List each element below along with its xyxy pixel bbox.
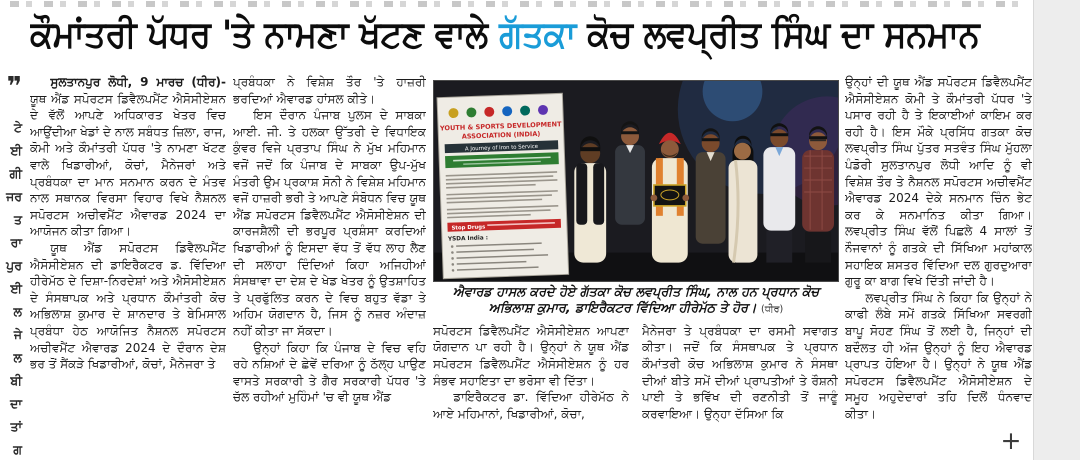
- caption-text: ਐਵਾਰਡ ਹਾਸਲ ਕਰਦੇ ਹੋਏ ਗੱਤਕਾ ਕੋਚ ਲਵਪ੍ਰੀਤ ਸਿੰਘ, ਨਾਲ ਹਨ ਪ੍ਰਧਾਨ ਕੋਚ ਅਭਿਲਾਸ਼ ਕੁਮਾਰ, ਡਾਇਰੈਕਟਰ ਵਿੱਦਿਆ ਹੀਰੇਮੱਠ ਤੇ ਹੋਰ।: [452, 285, 820, 317]
- margin-fragment: ਦਾ: [10, 396, 22, 411]
- article-column-5: [845, 74, 1032, 460]
- award-ceremony-photo: [434, 81, 838, 281]
- margin-fragment: ਤ: [13, 212, 22, 227]
- woman-cream-saree: [729, 136, 758, 263]
- margin-fragment: ਗੀ: [9, 166, 22, 181]
- article-column-4: [642, 323, 838, 449]
- paragraph-text: ਯੂਥ ਐਂਡ ਸਪੋਰਟਸ ਡਿਵੈਲਪਮੈਂਟ ਐਸੋਸੀਏਸ਼ਨ ਦੇ ਵੱਲੋਂ ਆਪਣੇ ਅਧਿਕਾਰਤ ਖੇਤਰ ਵਿਚ ਆਉਂਦੀਆ ਖੇਡਾਂ ਦੇ ਨਾਲ ਸਬੰਧਤ ਜ਼ਿਲਾ, ਰਾਜ, ਕੋਮੀ ਅਤੇ ਕੌਮਾਂਤਰੀ ਪੱਧਰ 'ਤੇ ਨਾਮਣਾ ਖੱਟਣ ਵਾਲੇ ਖਿਡਾਰੀਆਂ, ਕੋਚਾਂ, ਮੈਨੇਜਰਾਂ ਅਤੇ ਪ੍ਰਬੰਧਕਾ ਦਾ ਮਾਨ ਸਨਮਾਨ ਕਰਨ ਦੇ ਮੰਤਵ ਨਾਲ ਸਥਾਨਕ ਵਿਰਸਾ ਵਿਹਾਰ ਵਿਖੇ ਨੈਸ਼ਨਲ ਸਪੋਰਟਸ ਅਚੀਵਮੈਂਟ ਐਵਾਰਡ 2024 ਦਾ ਆਯੋਜਨ ਕੀਤਾ ਗਿਆ।: [30, 91, 226, 239]
- paragraph: ਉਨ੍ਹਾਂ ਦੀ ਯੂਥ ਐਂਡ ਸਪੋਰਟਸ ਡਿਵੈਲਪਮੈਂਟ ਐਸੋਸੀਏਸ਼ਨ ਕੋਮੀ ਤੇ ਕੌਮਾਂਤਰੀ ਪੱਧਰ 'ਤੇ ਪਸਾਰ ਰਹੀ ਹੈ ਤੇ ਇਕਾਈਆਂ ਕਾਇਮ ਕਰ ਰਹੀ ਹੈ। ਇਸ ਮੌਕੇ ਪ੍ਰਸਿੱਧ ਗਤਕਾ ਕੋਚ ਲਵਪ੍ਰੀਤ ਸਿੰਘ ਪੁੱਤਰ ਸਤਵੰਤ ਸਿੰਘ ਮੁੱਹਲਾ ਪੰਡੋਰੀ ਸੁਲਤਾਨਪੁਰ ਲੋਧੀ ਆਦਿ ਨੂੰ ਵੀ ਵਿਸ਼ੇਸ਼ ਤੌਰ ਤੇ ਨੈਸ਼ਨਲ ਸਪੋਰਟਸ ਅਚੀਵਮੈਂਟ ਐਵਾਰਡ 2024 ਦੇਕੇ ਸਨਮਾਨ ਚਿੰਨ ਭੇਟ ਕਰ ਕੇ ਸਨਮਾਨਿਤ ਕੀਤਾ ਗਿਆ। ਲਵਪ੍ਰੀਤ ਸਿੰਘ ਵੱਲੋਂ ਪਿਛਲੇ 4 ਸਾਲਾਂ ਤੋਂ ਨੌਜਵਾਨਾਂ ਨੂੰ ਗਤਕੇ ਦੀ ਸਿੱਖਿਆ ਮਹਾਂਕਾਲ ਸਹਾਇਕ ਸ਼ਸਤਰ ਵਿੱਦਿਆ ਦਲ ਗੁਰਦੁਆਰਾ ਗੁਰੂ ਕਾ ਬਾਗ ਵਿਖੇ ਦਿੱਤੀ ਜਾਂਦੀ ਹੈ।: [845, 75, 1032, 289]
- margin-fragment: ❞: [6, 72, 22, 102]
- paragraph: ਇਸ ਦੌਰਾਨ ਪੰਜਾਬ ਪੁਲਸ ਦੇ ਸਾਬਕਾ ਆਈ. ਜੀ. ਤੇ ਹਲਕਾ ਉੱਤਰੀ ਦੇ ਵਿਧਾਇਕ ਕੁੰਵਰ ਵਿਜੇ ਪ੍ਰਤਾਪ ਸਿੰਘ ਨੇ ਮੁੱਖ ਮਹਿਮਾਨ ਵਜੋਂ ਜਦੋਂ ਕਿ ਪੰਜਾਬ ਦੇ ਸਾਬਕਾ ਉਪ-ਮੁੱਖ ਮੰਤਰੀ ਉਮ ਪ੍ਰਕਾਸ਼ ਸੋਨੀ ਨੇ ਵਿਸ਼ੇਸ਼ ਮਹਿਮਾਨ ਵਜੋਂ ਹਾਜ਼ਰੀ ਭਰੀ ਤੇ ਆਪਣੇ ਸੰਬੋਧਨ ਵਿਚ ਯੂਥ ਐਂਡ ਸਪੋਰਟਸ ਡਿਵੈਲਪਮੈਂਟ ਐਸੋਸੀਏਸ਼ਨ ਦੀ ਕਾਰਜਸ਼ੈਲੀ ਦੀ ਭਰਪੂਰ ਪ੍ਰਸ਼ੰਸਾ ਕਰਦਿਆਂ ਖਿਡਾਰੀਆਂ ਨੂੰ ਇਸਦਾ ਵੱਧ ਤੋਂ ਵੱਧ ਲਾਹ ਲੈਣ ਦੀ ਸਲਾਹਾ ਦਿੰਦਿਆਂ ਕਿਹਾ ਅਜਿਹੀਆਂ ਸੰਸਥਾਵਾ ਦਾ ਦੇਸ਼ ਦੇ ਖੇਡ ਖੇਤਰ ਨੂੰ ਉਤਸ਼ਾਹਿਤ ਤੇ ਪ੍ਰਫੁੱਲਿਤ ਕਰਨ ਦੇ ਵਿਚ ਬਹੁਤ ਵੱਡਾ ਤੇ ਅਹਿਮ ਯੋਗਦਾਨ ਹੈ, ਜਿਸ ਨੂੰ ਨਜ਼ਰ ਅੰਦਾਜ਼ ਨਹੀਂ ਕੀਤਾ ਜਾ ਸੱਕਦਾ।: [233, 108, 426, 338]
- banner-list-title: YSDA India :: [447, 235, 489, 243]
- paragraph: ਪ੍ਰਬੰਧਕਾ ਨੇ ਵਿਸ਼ੇਸ਼ ਤੌਰ 'ਤੇ ਹਾਜ਼ਰੀ ਭਰਦਿਆਂ ਐਵਾਰਡ ਹਾਂਸਲ ਕੀਤੇ।: [233, 75, 426, 106]
- photo-caption: [433, 285, 839, 318]
- margin-fragment: ਪੁਰ: [6, 258, 22, 273]
- article-column-1: [30, 74, 226, 460]
- article-headline: [30, 13, 1030, 69]
- banner-subtitle: A Journey of Iron to Service: [464, 143, 539, 153]
- article-column-2: [233, 74, 426, 460]
- margin-fragment: ਤਾਂ: [10, 419, 22, 434]
- margin-fragment: ਈ: [10, 143, 22, 158]
- photo-frame: [433, 80, 839, 282]
- headline-highlight-word: ਗੱਤਕਾ: [499, 13, 576, 57]
- banner-title-line1: YOUTH & SPORTS DEVELOPMENT: [439, 120, 562, 133]
- dateline: ਸੁਲਤਾਨਪੁਰ ਲੋਧੀ, 9 ਮਾਰਚ (ਧੀਰ)-: [50, 75, 226, 89]
- paragraph: ਉਨ੍ਹਾਂ ਕਿਹਾ ਕਿ ਪੰਜਾਬ ਦੇ ਵਿਚ ਵਹਿ ਰਹੇ ਨਸ਼ਿਆਂ ਦੇ ਛੇਵੇਂ ਦਰਿਆ ਨੂੰ ਠੱਲ੍ਹ ਪਾਉਣ ਵਾਸਤੇ ਸਰਕਾਰੀ ਤੇ ਗੈਰ ਸਰਕਾਰੀ ਪੱਧਰ 'ਤੇ ਚੱਲ ਰਹੀਆਂ ਮੁਹਿੰਮਾਂ 'ਚ ਵੀ ਯੂਥ ਐਂਡ: [233, 340, 426, 405]
- zoom-plus-icon[interactable]: +: [1000, 426, 1022, 455]
- paragraph: ਸਪੋਰਟਸ ਡਿਵੈਲਪਮੈਂਟ ਐਸੋਸੀਏਸ਼ਨ ਆਪਣਾ ਯੋਗਦਾਨ ਪਾ ਰਹੀ ਹੈ। ਉਨ੍ਹਾਂ ਨੇ ਯੂਥ ਐਂਡ ਸਪੋਰਟਸ ਡਿਵੈਲਪਮੈਂਟ ਐਸੋਸੀਏਸ਼ਨ ਨੂੰ ਹਰ ਸੰਭਵ ਸਹਾਇਤਾ ਦਾ ਭਰੋਸਾ ਵੀ ਦਿੱਤਾ।: [433, 323, 629, 388]
- viewer-margin: [1033, 0, 1080, 460]
- award-plaque: [654, 185, 686, 206]
- margin-fragment: ਰਾ: [10, 235, 22, 250]
- margin-fragment: ਈ: [10, 281, 22, 296]
- article-column-3: [433, 323, 629, 449]
- margin-fragment: ਜੇ: [13, 327, 22, 342]
- paragraph: ਡਾਇਰੈਕਟਰ ਡਾ. ਵਿੱਦਿਆ ਹੀਰੇਮੱਠ ਨੇ ਆਏ ਮਹਿਮਾਨਾਂ, ਖਿਡਾਰੀਆਂ, ਕੋਚਾ,: [433, 390, 629, 421]
- margin-fragment: ਲ: [13, 304, 22, 319]
- margin-fragment: ਲ: [13, 350, 22, 365]
- event-banner: [437, 93, 569, 278]
- headline-post: ਕੋਚ ਲਵਪ੍ਰੀਤ ਸਿੰਘ ਦਾ ਸਨਮਾਨ: [575, 13, 980, 57]
- photo-block: [433, 80, 839, 449]
- margin-fragment: ਗ: [13, 442, 22, 457]
- paragraph: ਮੈਨੇਜਰਾ ਤੇ ਪ੍ਰਬੰਧਕਾ ਦਾ ਰਸਮੀ ਸਵਾਗਤ ਕੀਤਾ। ਜਦੋਂ ਕਿ ਸੰਸਥਾਪਕ ਤੇ ਪ੍ਰਧਾਨ ਕੌਮਾਂਤਰੀ ਕੋਚ ਅਭਿਲਾਸ਼ ਕੁਮਾਰ ਨੇ ਸੰਸਥਾ ਦੀਆਂ ਬੀਤੇ ਸਮੇਂ ਦੀਆਂ ਪ੍ਰਾਪਤੀਆਂ ਤੇ ਰੌਸ਼ਨੀ ਪਾਈ ਤੇ ਭਵਿੱਖ ਦੀ ਰਣਨੀਤੀ ਤੋਂ ਜਾਣੂੰ ਕਰਵਾਇਆ। ਉਨ੍ਹਾ ਦੱਸਿਆ ਕਿ: [642, 323, 838, 421]
- banner-band-label: Stop Drugs: [451, 224, 486, 232]
- paragraph: ਲਵਪ੍ਰੀਤ ਸਿੰਘ ਨੇ ਕਿਹਾ ਕਿ ਉਨ੍ਹਾਂ ਨੇ ਕਾਫੀ ਲੰਬੇ ਸਮੇਂ ਗਤਕੇ ਸਿੱਖਿਆ ਸਵਰਗੀ ਬਾਪੂ ਸੋਹਣ ਸਿੰਘ ਤੋਂ ਲਈ ਹੈ, ਜਿਨ੍ਹਾਂ ਦੀ ਬਦੌਲਤ ਹੀ ਅੱਜ ਉਨ੍ਹਾਂ ਨੂੰ ਇਹ ਐਵਾਰਡ ਪ੍ਰਾਪਤ ਹੋਇਆ ਹੈ। ਉਨ੍ਹਾਂ ਨੇ ਯੂਥ ਐਂਡ ਸਪੋਰਟਸ ਡਿਵੈਲਪਮੈਂਟ ਐਸੋਸੀਏਸ਼ਨ ਦੇ ਸਮੂਹ ਅਹੁਦੇਦਾਰਾਂ ਤਹਿ ਦਿਲੋਂ ਧੰਨਵਾਦ ਕੀਤਾ।: [845, 290, 1032, 421]
- photo-credit: (ਧੀਰ): [761, 304, 784, 316]
- headline-pre: ਕੌਮਾਂਤਰੀ ਪੱਧਰ 'ਤੇ ਨਾਮਣਾ ਖੱਟਣ ਵਾਲੇ: [30, 13, 500, 57]
- paragraph: [30, 74, 226, 240]
- left-margin-cut-fragments: [0, 72, 24, 460]
- margin-fragment: ਬੀ: [10, 373, 22, 388]
- below-photo-columns: [433, 323, 839, 449]
- cut-off-previous-row: [10, 1, 1025, 7]
- banner-title-line2: ASSOCIATION (INDIA): [461, 129, 541, 141]
- margin-fragment: ਜਰ: [6, 189, 22, 204]
- margin-fragment: ਟੇ: [13, 120, 22, 135]
- paragraph: ਯੂਥ ਐਂਡ ਸਪੋਰਟਸ ਡਿਵੈਲਪਮੈਂਟ ਐਸੋਸੀਏਸ਼ਨ ਦੀ ਡਾਇਰੈਕਟਰ ਡ. ਵਿੱਦਿਆ ਹੀਰੇਮੱਠ ਦੇ ਦਿਸ਼ਾ-ਨਿਰਦੇਸ਼ਾਂ ਅਤੇ ਐਸੋਸੀਏਸ਼ਨ ਦੇ ਸੰਸਥਾਪਕ ਅਤੇ ਪ੍ਰਧਾਨ ਕੌਮਾਂਤਰੀ ਕੋਚ ਅਭਿਲਾਸ਼ ਕੁਮਾਰ ਦੇ ਸ਼ਾਨਦਾਰ ਤੇ ਬੇਮਿਸਾਲ ਪ੍ਰਬੰਧਾ ਹੇਠ ਆਯੋਜਿਤ ਨੈਸ਼ਨਲ ਸਪੋਰਟਸ ਅਚੀਵਮੈਂਟ ਐਵਾਰਡ 2024 ਦੇ ਦੌਰਾਨ ਦੇਸ਼ ਭਰ ਤੋਂ ਸੈਂਕੜੇ ਖਿਡਾਰੀਆਂ, ਕੋਚਾਂ, ਮੈਨੇਜਰਾ ਤੇ: [30, 240, 226, 372]
